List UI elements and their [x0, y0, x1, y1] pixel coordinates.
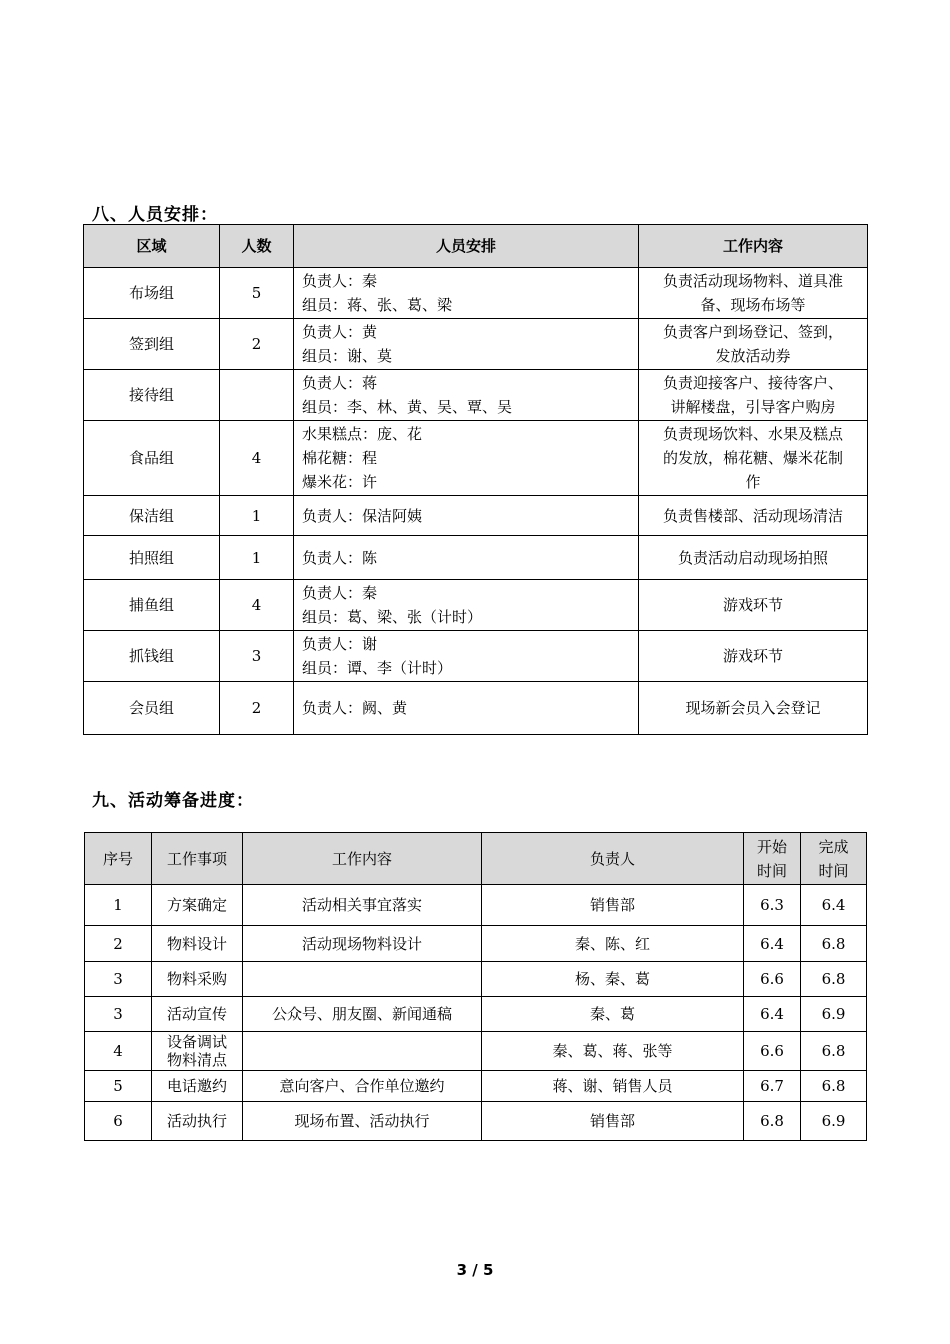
cell-item — [152, 1102, 243, 1141]
cell-item — [152, 885, 243, 926]
header-arrangement: 人员安排 — [294, 225, 639, 268]
table-header-row — [84, 225, 868, 268]
cell-seq: 1 — [85, 885, 152, 926]
table-row — [84, 319, 868, 370]
arrangement-line: 负责人：秦 — [302, 584, 378, 602]
cell-content: 活动现场物料设计 — [243, 926, 482, 962]
cell-seq: 2 — [85, 926, 152, 962]
cell-area: 签到组 — [84, 319, 220, 370]
cell-area: 接待组 — [84, 370, 220, 421]
table-row — [84, 682, 868, 735]
cell-seq: 3 — [85, 997, 152, 1032]
header-area: 区域 — [84, 225, 220, 268]
cell-end: 6.8 — [801, 1032, 867, 1071]
arrangement-line: 棉花糖：程 — [302, 449, 378, 467]
cell-owner: 秦、葛、蒋、张等 — [482, 1032, 744, 1071]
table-row — [85, 1102, 867, 1141]
cell-area: 拍照组 — [84, 536, 220, 580]
cell-work-content — [639, 631, 868, 682]
table-row — [84, 421, 868, 496]
arrangement-line: 负责人：阙、黄 — [302, 699, 408, 717]
header-seq: 序号 — [85, 833, 152, 885]
header-start — [744, 833, 801, 885]
cell-area: 保洁组 — [84, 496, 220, 536]
cell-area: 食品组 — [84, 421, 220, 496]
cell-arrangement — [294, 536, 639, 580]
cell-seq: 6 — [85, 1102, 152, 1141]
cell-start: 6.8 — [744, 1102, 801, 1141]
cell-count: 3 — [220, 631, 294, 682]
arrangement-line: 组员：李、林、黄、吴、覃、吴 — [302, 398, 513, 416]
staff-arrangement-table — [83, 224, 868, 735]
cell-item — [152, 997, 243, 1032]
table-header-row — [85, 833, 867, 885]
cell-end: 6.8 — [801, 1071, 867, 1102]
arrangement-line: 负责人：保洁阿姨 — [302, 506, 423, 525]
cell-start: 6.6 — [744, 1032, 801, 1071]
work-content-line: 发放活动券 — [715, 347, 791, 365]
cell-item — [152, 926, 243, 962]
cell-work-content — [639, 496, 868, 536]
table-row — [84, 631, 868, 682]
section-9-title: 九、活动筹备进度： — [92, 791, 254, 811]
cell-item — [152, 962, 243, 997]
cell-start: 6.7 — [744, 1071, 801, 1102]
cell-end: 6.8 — [801, 926, 867, 962]
cell-work-content — [639, 268, 868, 319]
table-row — [85, 926, 867, 962]
cell-seq: 5 — [85, 1071, 152, 1102]
table-row — [84, 536, 868, 580]
work-content-line: 现场新会员入会登记 — [685, 699, 821, 717]
item-line: 方案确定 — [166, 896, 227, 914]
header-content: 工作内容 — [243, 833, 482, 885]
work-content-line: 的发放，棉花糖、爆米花制 — [662, 449, 843, 467]
cell-arrangement — [294, 496, 639, 536]
cell-area: 抓钱组 — [84, 631, 220, 682]
table-row — [85, 962, 867, 997]
cell-work-content — [639, 580, 868, 631]
cell-work-content — [639, 319, 868, 370]
cell-count: 4 — [220, 580, 294, 631]
cell-start: 6.4 — [744, 997, 801, 1032]
cell-end: 6.8 — [801, 962, 867, 997]
cell-arrangement — [294, 268, 639, 319]
item-line: 物料采购 — [166, 970, 227, 988]
arrangement-line: 负责人：谢 — [302, 635, 378, 653]
cell-count: 1 — [220, 536, 294, 580]
cell-count: 5 — [220, 268, 294, 319]
cell-count — [220, 370, 294, 421]
cell-owner: 杨、秦、葛 — [482, 962, 744, 997]
cell-count: 1 — [220, 496, 294, 536]
cell-arrangement — [294, 682, 639, 735]
arrangement-line: 组员：谢、莫 — [302, 347, 393, 365]
item-line: 活动宣传 — [166, 1005, 227, 1023]
arrangement-line: 组员：蒋、张、葛、梁 — [302, 296, 453, 314]
arrangement-line: 水果糕点：庞、花 — [302, 425, 423, 443]
work-content-line: 负责活动现场物料、道具准 — [662, 272, 843, 290]
cell-end: 6.9 — [801, 997, 867, 1032]
cell-area: 捕鱼组 — [84, 580, 220, 631]
section-8-title: 八、人员安排： — [92, 205, 218, 225]
cell-item — [152, 1071, 243, 1102]
cell-work-content — [639, 682, 868, 735]
header-end — [801, 833, 867, 885]
cell-end: 6.4 — [801, 885, 867, 926]
header-end-line: 完成 — [818, 837, 849, 856]
cell-arrangement — [294, 421, 639, 496]
arrangement-line: 负责人：陈 — [302, 548, 378, 567]
cell-content: 现场布置、活动执行 — [243, 1102, 482, 1141]
cell-count: 2 — [220, 319, 294, 370]
item-line: 活动执行 — [166, 1112, 227, 1130]
cell-content: 活动相关事宜落实 — [243, 885, 482, 926]
arrangement-line: 组员：谭、李（计时） — [302, 659, 453, 677]
work-content-line: 备、现场布场等 — [700, 296, 806, 314]
cell-content — [243, 962, 482, 997]
header-owner: 负责人 — [482, 833, 744, 885]
table-row — [85, 1071, 867, 1102]
table-row — [85, 885, 867, 926]
item-line: 物料设计 — [166, 934, 227, 953]
preparation-progress-table — [84, 832, 867, 1141]
cell-content — [243, 1032, 482, 1071]
arrangement-line: 负责人：秦 — [302, 272, 378, 290]
cell-work-content — [639, 421, 868, 496]
work-content-line: 游戏环节 — [722, 647, 783, 665]
cell-seq: 4 — [85, 1032, 152, 1071]
header-start-line: 时间 — [756, 861, 787, 880]
staff-table-body — [84, 268, 868, 735]
work-content-line: 讲解楼盘，引导客户购房 — [670, 398, 836, 416]
cell-arrangement — [294, 580, 639, 631]
item-line: 电话邀约 — [166, 1077, 227, 1095]
cell-count: 4 — [220, 421, 294, 496]
header-item: 工作事项 — [152, 833, 243, 885]
cell-arrangement — [294, 631, 639, 682]
work-content-line: 负责活动启动现场拍照 — [677, 548, 828, 567]
cell-owner: 蒋、谢、销售人员 — [482, 1071, 744, 1102]
cell-count: 2 — [220, 682, 294, 735]
cell-content: 意向客户、合作单位邀约 — [243, 1071, 482, 1102]
item-line: 物料清点 — [166, 1051, 227, 1069]
arrangement-line: 组员：葛、梁、张（计时） — [302, 608, 483, 626]
cell-owner: 销售部 — [482, 885, 744, 926]
page-number: 3 / 5 — [456, 1261, 494, 1279]
table-row — [84, 580, 868, 631]
work-content-line: 负责售楼部、活动现场清洁 — [662, 506, 843, 525]
cell-item — [152, 1032, 243, 1071]
header-count: 人数 — [220, 225, 294, 268]
table-row — [85, 997, 867, 1032]
table-row — [84, 496, 868, 536]
work-content-line: 作 — [745, 473, 761, 491]
cell-start: 6.6 — [744, 962, 801, 997]
cell-work-content — [639, 370, 868, 421]
cell-start: 6.4 — [744, 926, 801, 962]
cell-end: 6.9 — [801, 1102, 867, 1141]
work-content-line: 负责迎接客户、接待客户、 — [662, 374, 843, 392]
cell-owner: 销售部 — [482, 1102, 744, 1141]
cell-area: 会员组 — [84, 682, 220, 735]
work-content-line: 游戏环节 — [722, 596, 783, 614]
header-end-line: 时间 — [818, 861, 849, 880]
table-row — [84, 268, 868, 319]
progress-table-body — [85, 885, 867, 1141]
cell-start: 6.3 — [744, 885, 801, 926]
cell-owner: 秦、葛 — [482, 997, 744, 1032]
cell-content: 公众号、朋友圈、新闻通稿 — [243, 997, 482, 1032]
header-start-line: 开始 — [756, 837, 787, 856]
table-row — [85, 1032, 867, 1071]
arrangement-line: 爆米花：许 — [302, 473, 378, 491]
cell-arrangement — [294, 319, 639, 370]
cell-work-content — [639, 536, 868, 580]
item-line: 设备调试 — [166, 1033, 227, 1051]
work-content-line: 负责客户到场登记、签到， — [662, 323, 843, 341]
cell-area: 布场组 — [84, 268, 220, 319]
cell-arrangement — [294, 370, 639, 421]
work-content-line: 负责现场饮料、水果及糕点 — [662, 425, 843, 443]
cell-seq: 3 — [85, 962, 152, 997]
arrangement-line: 负责人：蒋 — [302, 374, 378, 392]
table-row — [84, 370, 868, 421]
cell-owner: 秦、陈、红 — [482, 926, 744, 962]
header-content: 工作内容 — [639, 225, 868, 268]
arrangement-line: 负责人：黄 — [302, 323, 378, 341]
